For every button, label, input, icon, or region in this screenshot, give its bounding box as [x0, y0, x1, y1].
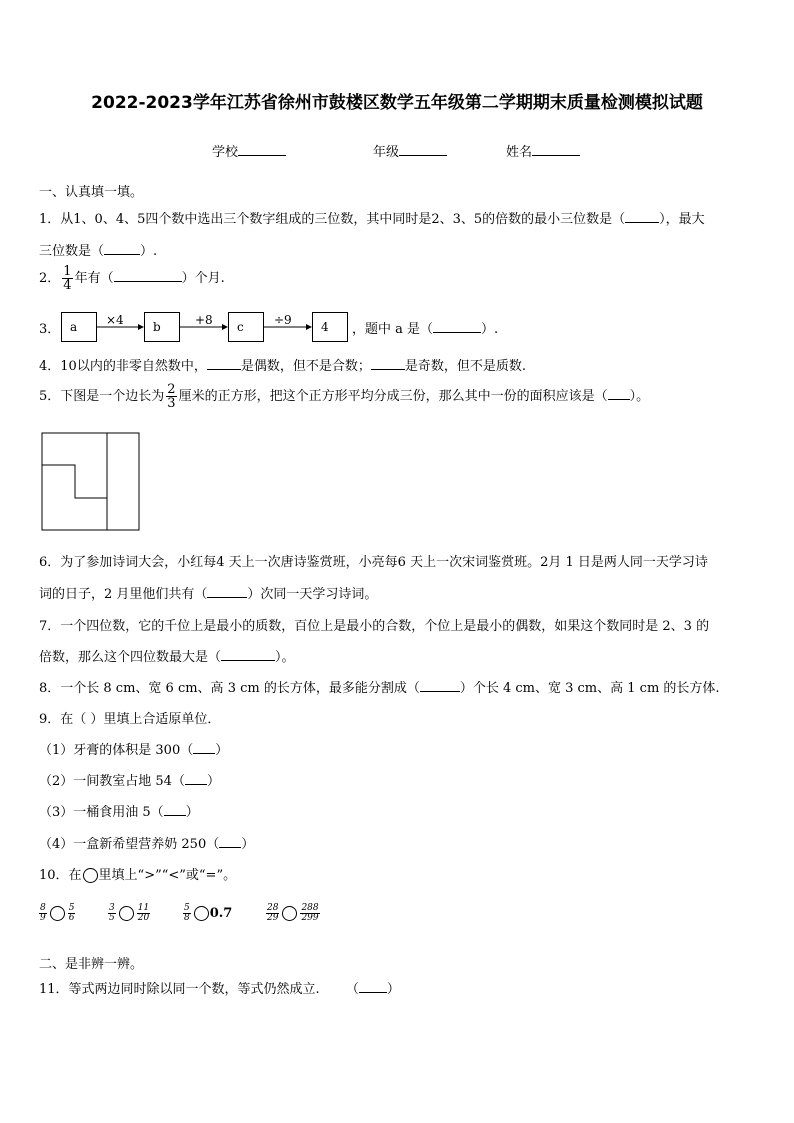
- question-4: [39, 355, 526, 374]
- question-9-item-2-text: （2）一间教室占地 54（: [39, 774, 185, 789]
- question-9-item-3: [39, 801, 199, 820]
- question-6-text-c: ）次同一天学习诗词。: [247, 587, 378, 602]
- question-10-text-b: 里填上“>”“<”或“=”。: [98, 868, 237, 883]
- question-11: [39, 978, 400, 997]
- question-9-blank-2[interactable]: [185, 772, 207, 785]
- num: 288: [301, 903, 319, 913]
- comparison-3-right: 0.7: [209, 906, 233, 921]
- question-9-item-1: [39, 739, 228, 758]
- fraction-denominator: 3: [167, 396, 176, 411]
- question-3-text: ，题中 a 是（: [352, 322, 434, 337]
- grade-label: 年级: [373, 145, 400, 160]
- comparison-2: [106, 904, 152, 923]
- question-3-blank[interactable]: [433, 320, 481, 333]
- question-9-item-4-text: （4）一盒新希望营养奶 250（: [39, 837, 220, 852]
- question-7-line-2: [39, 646, 295, 665]
- question-2-text-b: ）个月.: [181, 271, 225, 286]
- flow-box-result-label: 4: [321, 320, 329, 334]
- den: 8: [184, 913, 190, 923]
- question-3-number: 3．: [39, 322, 61, 337]
- comparison-1-right: [68, 904, 76, 923]
- comparison-4-circle[interactable]: [282, 906, 297, 921]
- question-8: [39, 677, 720, 696]
- question-9-item-3-close: ）: [185, 805, 199, 820]
- fraction-denominator: 4: [63, 278, 72, 293]
- den: 6: [68, 913, 75, 923]
- question-10-text: 10．在: [39, 868, 82, 883]
- question-9-item-1-text: （1）牙膏的体积是 300（: [39, 743, 194, 758]
- question-2-text: 年有（: [74, 271, 114, 286]
- comparison-1-circle[interactable]: [50, 906, 65, 921]
- num: 11: [137, 903, 150, 913]
- question-9-item-2: [39, 770, 220, 789]
- question-1-text-d: ）.: [140, 244, 158, 259]
- den: 9: [40, 913, 46, 923]
- question-9-blank-4[interactable]: [219, 835, 241, 848]
- question-8-text: 8．一个长 8 cm、宽 6 cm、高 3 cm 的长方体，最多能分割成（: [39, 681, 420, 696]
- den: 5: [109, 913, 115, 923]
- question-6-text-b: 词的日子，2 月里他们共有（: [39, 587, 208, 602]
- fraction-numerator: 2: [167, 382, 176, 397]
- question-9-blank-1[interactable]: [193, 741, 215, 754]
- question-10: [39, 864, 236, 883]
- num: 28: [267, 903, 279, 913]
- num: 3: [109, 903, 115, 913]
- fraction-numerator: 1: [63, 264, 72, 279]
- question-9-item-3-text: （3）一桶食用油 5（: [39, 805, 164, 820]
- comparison-1-left: [39, 904, 47, 923]
- question-5: [39, 383, 649, 410]
- question-4-blank-1[interactable]: [207, 357, 241, 370]
- question-9-item-4-close: ）: [241, 837, 255, 852]
- school-label: 学校: [212, 145, 239, 160]
- question-5-blank[interactable]: [608, 387, 630, 400]
- question-4-text-c: 是奇数，但不是质数.: [404, 359, 526, 374]
- fraction-two-thirds: [166, 383, 176, 410]
- question-5-text: 5．下图是一个边长为: [39, 389, 165, 404]
- comparison-3-left: [183, 904, 191, 923]
- comparison-2-circle[interactable]: [119, 906, 134, 921]
- question-3-text-b: ）.: [481, 322, 499, 337]
- comparison-2-right: [137, 904, 150, 923]
- question-8-blank[interactable]: [420, 679, 460, 692]
- question-1-text-c: 三位数是（: [39, 244, 105, 259]
- question-9-blank-3[interactable]: [164, 803, 186, 816]
- question-6-blank[interactable]: [207, 585, 247, 598]
- name-label: 姓名: [506, 145, 533, 160]
- question-4-text-b: 是偶数，但不是合数；: [240, 359, 371, 374]
- section-heading-1: 一、认真填一填。: [39, 185, 144, 200]
- question-11-text: 11．等式两边同时除以同一个数，等式仍然成立.: [39, 982, 320, 997]
- flow-box-a-label: a: [70, 320, 78, 334]
- question-7-text-c: ）。: [275, 650, 295, 665]
- op-times-4: ×4: [106, 313, 124, 327]
- question-3-tail: [352, 318, 498, 337]
- comparison-1: [37, 904, 77, 923]
- flow-box-b-label: b: [153, 320, 161, 334]
- question-6-line-1: 6．为了参加诗词大会，小红每4 天上一次唐诗鉴赏班，小亮每6 天上一次宋词鉴赏班。2月 1 日是两人同一天学习诗: [39, 555, 708, 570]
- num: 5: [68, 903, 75, 913]
- question-1-text-b: ），最大: [659, 212, 705, 227]
- den: 20: [137, 913, 150, 923]
- flow-box-c-label: c: [237, 320, 244, 334]
- question-8-text-b: ）个长 4 cm、宽 3 cm、高 1 cm 的长方体.: [459, 681, 720, 696]
- op-divide-9: ÷9: [274, 313, 292, 327]
- square-partition-figure: [41, 432, 141, 532]
- comparison-4-right: [300, 904, 319, 923]
- comparison-2-left: [108, 904, 116, 923]
- question-4-text: 4．10以内的非零自然数中，: [39, 359, 207, 374]
- section-heading-2: 二、是非辨一辨。: [39, 957, 144, 972]
- comparison-3: [181, 904, 232, 923]
- question-4-blank-2[interactable]: [371, 357, 405, 370]
- op-plus-8: +8: [195, 313, 213, 327]
- question-7-text-b: 倍数，那么这个四位数最大是（: [39, 650, 222, 665]
- den: 299: [301, 913, 319, 923]
- num: 5: [184, 903, 190, 913]
- question-1-text: 1．从1、0、4、5四个数中选出三个数字组成的三位数，其中同时是2、3、5的倍数的最小三位数是（: [39, 212, 626, 227]
- question-6-line-2: [39, 583, 377, 602]
- question-5-text-c: ）。: [629, 389, 650, 404]
- question-5-text-b: 厘米的正方形，把这个正方形平均分成三份，那么其中一份的面积应该是（: [178, 389, 608, 404]
- comparison-3-circle[interactable]: [194, 906, 209, 921]
- question-2-number: 2．: [39, 271, 61, 286]
- question-11-close: ）: [386, 982, 400, 997]
- question-9-item-4: [39, 833, 254, 852]
- num: 8: [40, 903, 46, 913]
- question-9-item-2-close: ）: [206, 774, 220, 789]
- circle-icon: [83, 868, 98, 883]
- comparison-4: [264, 904, 322, 923]
- question-11-open: （: [345, 982, 359, 997]
- question-7-blank[interactable]: [221, 648, 275, 661]
- question-11-blank[interactable]: [359, 980, 387, 993]
- flow-arrows: [0, 0, 794, 360]
- comparison-4-left: [266, 904, 279, 923]
- question-9-heading: 9．在（ ）里填上合适原单位．: [39, 712, 221, 727]
- question-7-line-1: 7．一个四位数，它的千位上是最小的质数，百位上是最小的合数，个位上是最小的偶数，如果这个数同时是 2、3 的: [39, 619, 710, 634]
- page-title: 2022-2023学年江苏省徐州市鼓楼区数学五年级第二学期期末质量检测模拟试题: [91, 93, 703, 113]
- question-9-item-1-close: ）: [215, 743, 229, 758]
- den: 29: [267, 913, 279, 923]
